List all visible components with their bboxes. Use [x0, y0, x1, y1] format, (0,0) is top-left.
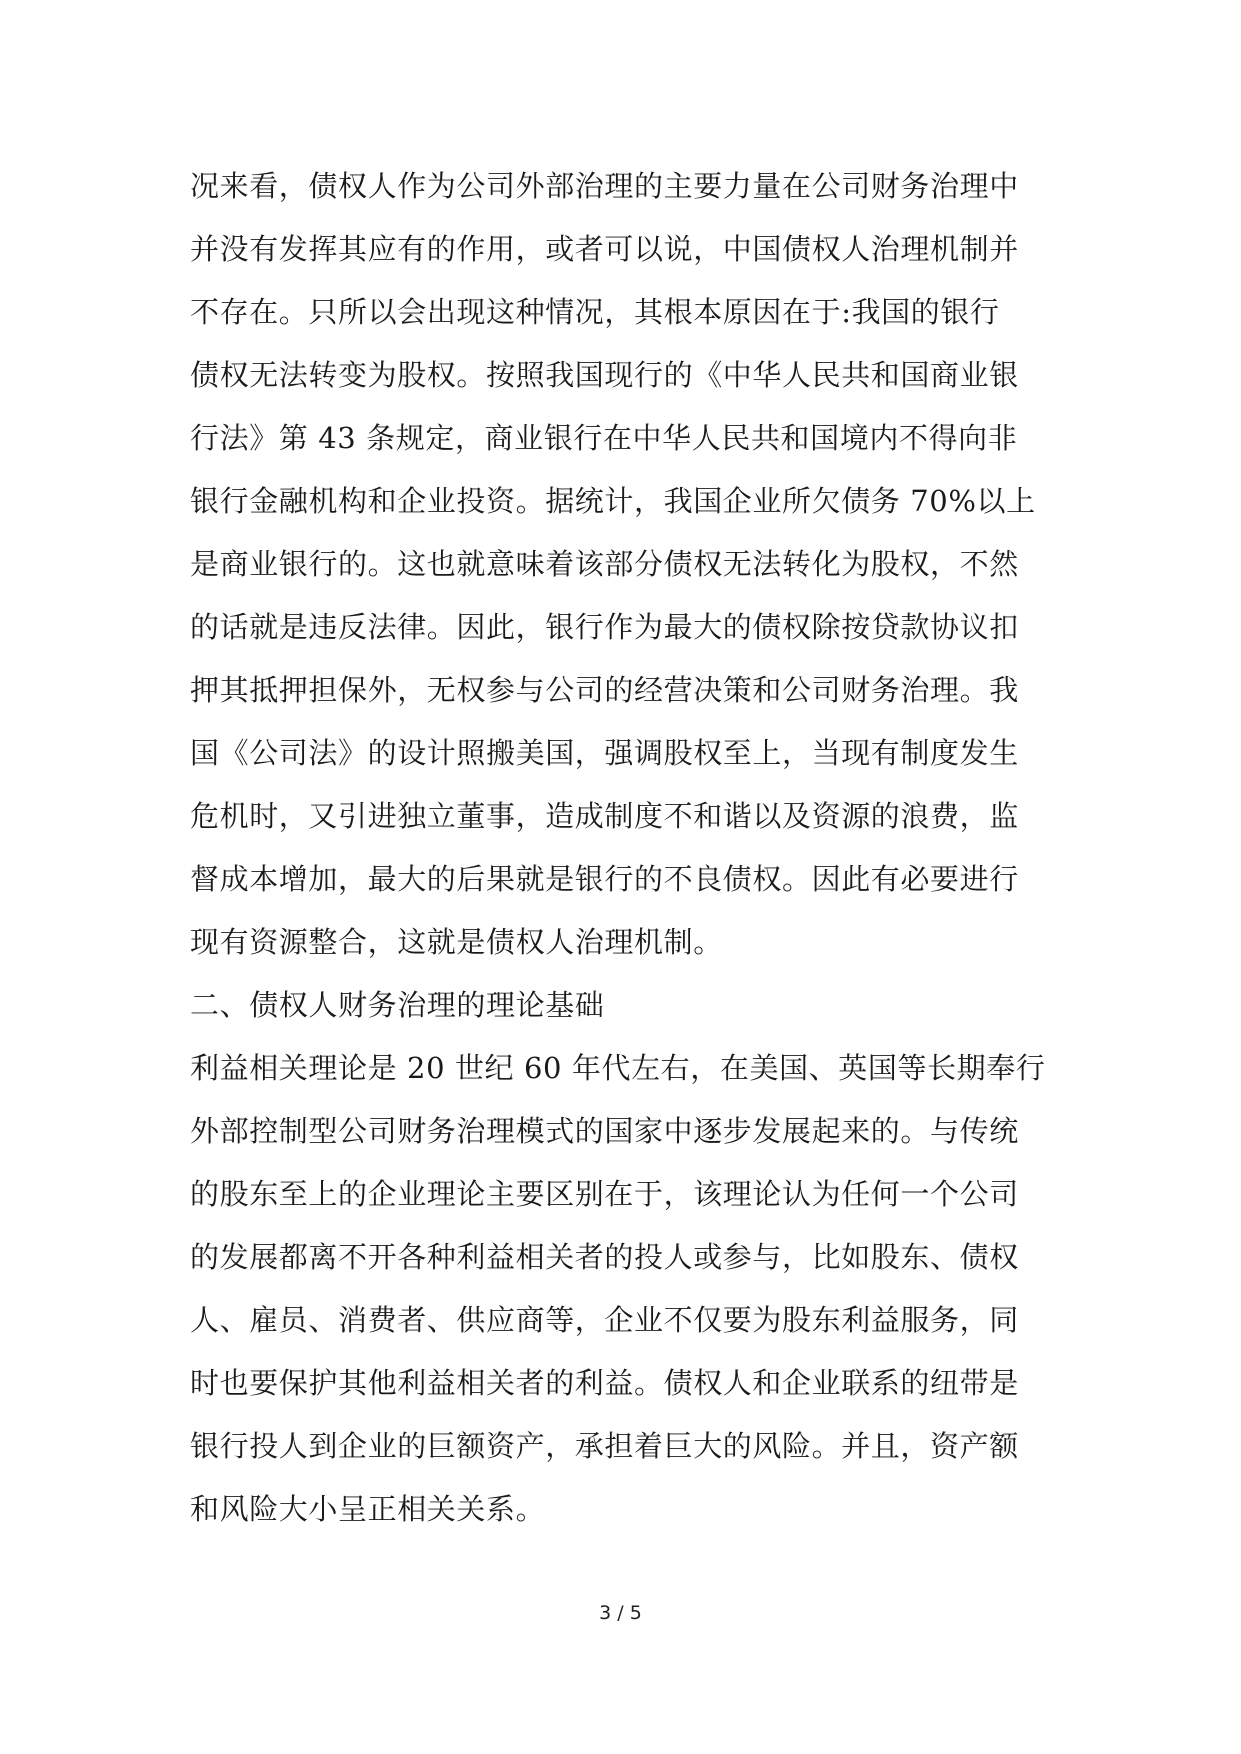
text-line: 现有资源整合，这就是债权人治理机制。	[190, 925, 723, 959]
document-body	[190, 155, 1058, 1541]
text-line: 的发展都离不开各种利益相关者的投人或参与，比如股东、债权	[190, 1240, 1019, 1274]
text-line: 银行金融机构和企业投资。据统计，我国企业所欠债务 70%以上	[190, 484, 1036, 518]
text-line: 人、雇员、消费者、供应商等，企业不仅要为股东利益服务，同	[190, 1303, 1019, 1337]
text-line: 的股东至上的企业理论主要区别在于，该理论认为任何一个公司	[190, 1177, 1019, 1211]
text-line: 并没有发挥其应有的作用，或者可以说，中国债权人治理机制并	[190, 232, 1019, 266]
page-number: 3 / 5	[599, 1602, 642, 1624]
text-line: 况来看，债权人作为公司外部治理的主要力量在公司财务治理中	[190, 169, 1019, 203]
text-line: 是商业银行的。这也就意味着该部分债权无法转化为股权，不然	[190, 547, 1019, 581]
text-line: 债权无法转变为股权。按照我国现行的《中华人民共和国商业银	[190, 358, 1019, 392]
text-line: 行法》第 43 条规定，商业银行在中华人民共和国境内不得向非	[190, 421, 1018, 455]
text-line: 危机时，又引进独立董事，造成制度不和谐以及资源的浪费，监	[190, 799, 1019, 833]
text-line: 的话就是违反法律。因此，银行作为最大的债权除按贷款协议扣	[190, 610, 1019, 644]
text-line: 国《公司法》的设计照搬美国，强调股权至上，当现有制度发生	[190, 736, 1019, 770]
text-line: 银行投人到企业的巨额资产，承担着巨大的风险。并且，资产额	[190, 1429, 1019, 1463]
text-line: 督成本增加，最大的后果就是银行的不良债权。因此有必要进行	[190, 862, 1019, 896]
text-line: 利益相关理论是 20 世纪 60 年代左右，在美国、英国等长期奉行	[190, 1051, 1046, 1085]
text-line: 外部控制型公司财务治理模式的国家中逐步发展起来的。与传统	[190, 1114, 1019, 1148]
text-line: 和风险大小呈正相关关系。	[190, 1492, 546, 1526]
text-line: 押其抵押担保外，无权参与公司的经营决策和公司财务治理。我	[190, 673, 1019, 707]
section-heading: 二、债权人财务治理的理论基础	[190, 988, 605, 1022]
text-line: 不存在。只所以会出现这种情况，其根本原因在于:我国的银行	[190, 295, 1000, 329]
text-line: 时也要保护其他利益相关者的利益。债权人和企业联系的纽带是	[190, 1366, 1019, 1400]
